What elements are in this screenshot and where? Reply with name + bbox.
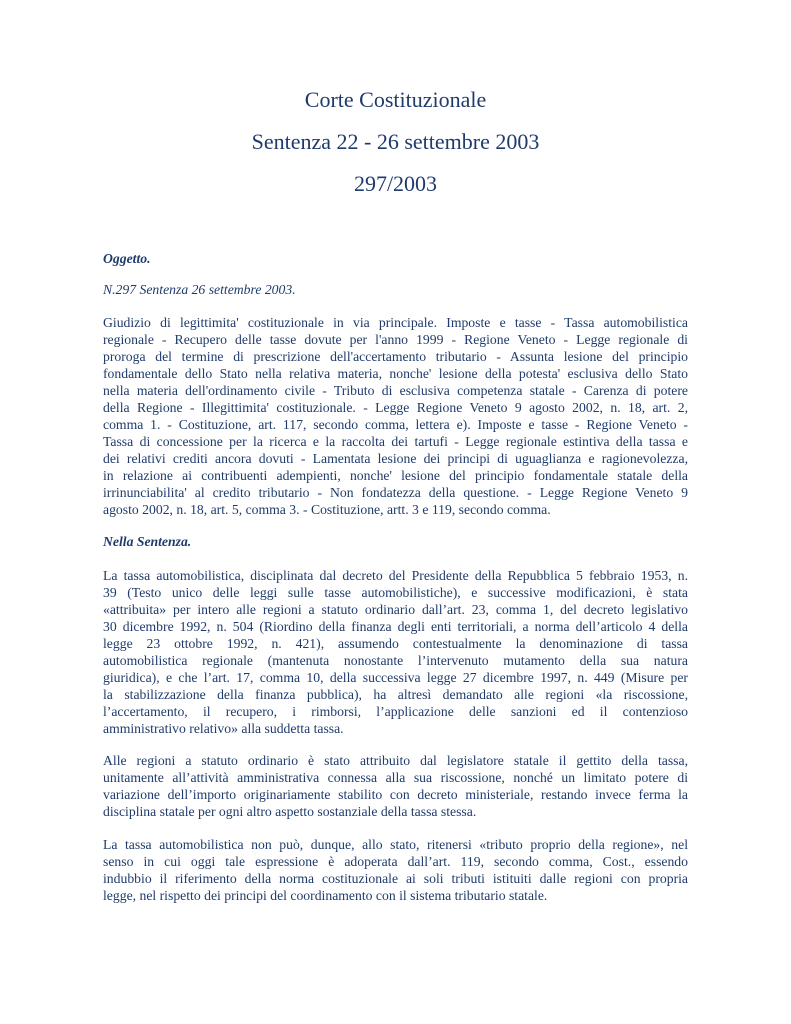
paragraph-line: l’accertamento, il recupero, i rimborsi, l’applicazione delle sanzioni ed il contenzioso [103, 704, 688, 719]
paragraph-line: la stabilizzazione della finanza pubblica), ha altresì demandato alle regioni «la riscossione, [103, 687, 688, 702]
paragraph-line: 30 dicembre 1992, n. 504 (Riordino della finanza degli enti territoriali, a norma dell’articolo 4 della [103, 619, 688, 634]
paragraph-line: variazione dell’importo originariamente stabilito con decreto ministeriale, restando invece ferma la [103, 787, 688, 802]
paragraph-line: automobilistica regionale (mantenuta nonostante l’intervenuto mutamento della sua natura [103, 653, 688, 668]
paragraph-line: legge 23 ottobre 1992, n. 421), assumendo contestualmente la denominazione di tassa [103, 636, 688, 651]
paragraph-line: irrinunciabilita' al credito tributario - Non fondatezza della questione. - Legge Regione Veneto 9 [103, 485, 688, 500]
paragraph-line: regionale - Recupero delle tasse dovute per l'anno 1999 - Regione Veneto - Legge regionale di [103, 332, 688, 347]
paragraph-line: proroga del termine di prescrizione dell'accertamento tributario - Assunta lesione del principio [103, 349, 688, 364]
paragraph-line: legge, nel rispetto dei principi del coordinamento con il sistema tributario statale. [103, 888, 548, 903]
sentenza-heading: Nella Sentenza. [103, 534, 192, 549]
paragraph-line: indubbio il riferimento della norma costituzionale ai soli tributi istituiti dalle regioni con propria [103, 871, 688, 886]
paragraph-line: Alle regioni a statuto ordinario è stato attribuito dal legislatore statale il gettito della tassa, [103, 753, 688, 768]
paragraph-line: La tassa automobilistica, disciplinata dal decreto del Presidente della Repubblica 5 febbraio 1953, n. [103, 568, 688, 583]
paragraph-line: «attribuita» per intero alle regioni a statuto ordinario dall’art. 23, comma 1, del decreto legislativo [103, 602, 688, 617]
paragraph-line: unitamente all’attività amministrativa connessa alla sua riscossione, nonché un limitato potere di [103, 770, 688, 785]
oggetto-reference: N.297 Sentenza 26 settembre 2003. [103, 282, 296, 297]
paragraph-line: nella materia dell'ordinamento civile - Tributo di esclusiva competenza statale - Carenza di potere [103, 383, 688, 398]
paragraph-line: Tassa di concessione per la ricerca e la raccolta dei tartufi - Legge regionale estintiva della tassa e [103, 434, 688, 449]
document-title-number: 297/2003 [353, 171, 438, 196]
paragraph-line: giuridica), e che l’art. 17, comma 10, della successiva legge 27 dicembre 1997, n. 449 (Misure per [103, 670, 688, 685]
paragraph-line: La tassa automobilistica non può, dunque, allo stato, ritenersi «tributo proprio della regione», nel [103, 837, 688, 852]
paragraph-line: senso in cui oggi tale espressione è adoperata dall’art. 119, secondo comma, Cost., essendo [103, 854, 688, 869]
oggetto-heading: Oggetto. [103, 251, 151, 266]
paragraph-line: in relazione ai contribuenti adempienti, nonche' lesione del principio fondamentale statale della [103, 468, 688, 483]
paragraph-line: agosto 2002, n. 18, art. 5, comma 3. - Costituzione, artt. 3 e 119, secondo comma. [103, 502, 551, 517]
sentenza-paragraph-1 [103, 567, 688, 737]
paragraph-line: della Regione - Illegittimita' costituzionale. - Legge Regione Veneto 9 agosto 2002, n. 18, art. 2, [103, 400, 688, 415]
oggetto-paragraph [103, 314, 688, 518]
paragraph-line: fondamentale dello Stato nella relativa materia, nonche' lesione della potesta' esclusiva dello Stato [103, 366, 688, 381]
sentenza-paragraph-3 [103, 836, 688, 904]
paragraph-line: amministrativo relativo» alla suddetta tassa. [103, 721, 344, 736]
sentenza-paragraph-2 [103, 752, 688, 820]
paragraph-line: comma 1. - Costituzione, art. 117, secondo comma, lettera e). Imposte e tasse - Regione Veneto - [103, 417, 688, 432]
paragraph-line: disciplina statale per ogni altro aspetto sostanziale della tassa stessa. [103, 804, 477, 819]
document-title-sentence: Sentenza 22 - 26 settembre 2003 [251, 129, 540, 154]
document-title-court: Corte Costituzionale [304, 87, 487, 112]
paragraph-line: 39 (Testo unico delle leggi sulle tasse automobilistiche), e successive modificazioni, è stata [103, 585, 688, 600]
paragraph-line: dei relativi crediti ancora dovuti - Lamentata lesione dei principi di uguaglianza e ragionevolezza, [103, 451, 688, 466]
paragraph-line: Giudizio di legittimita' costituzionale in via principale. Imposte e tasse - Tassa automobilistica [103, 315, 688, 330]
